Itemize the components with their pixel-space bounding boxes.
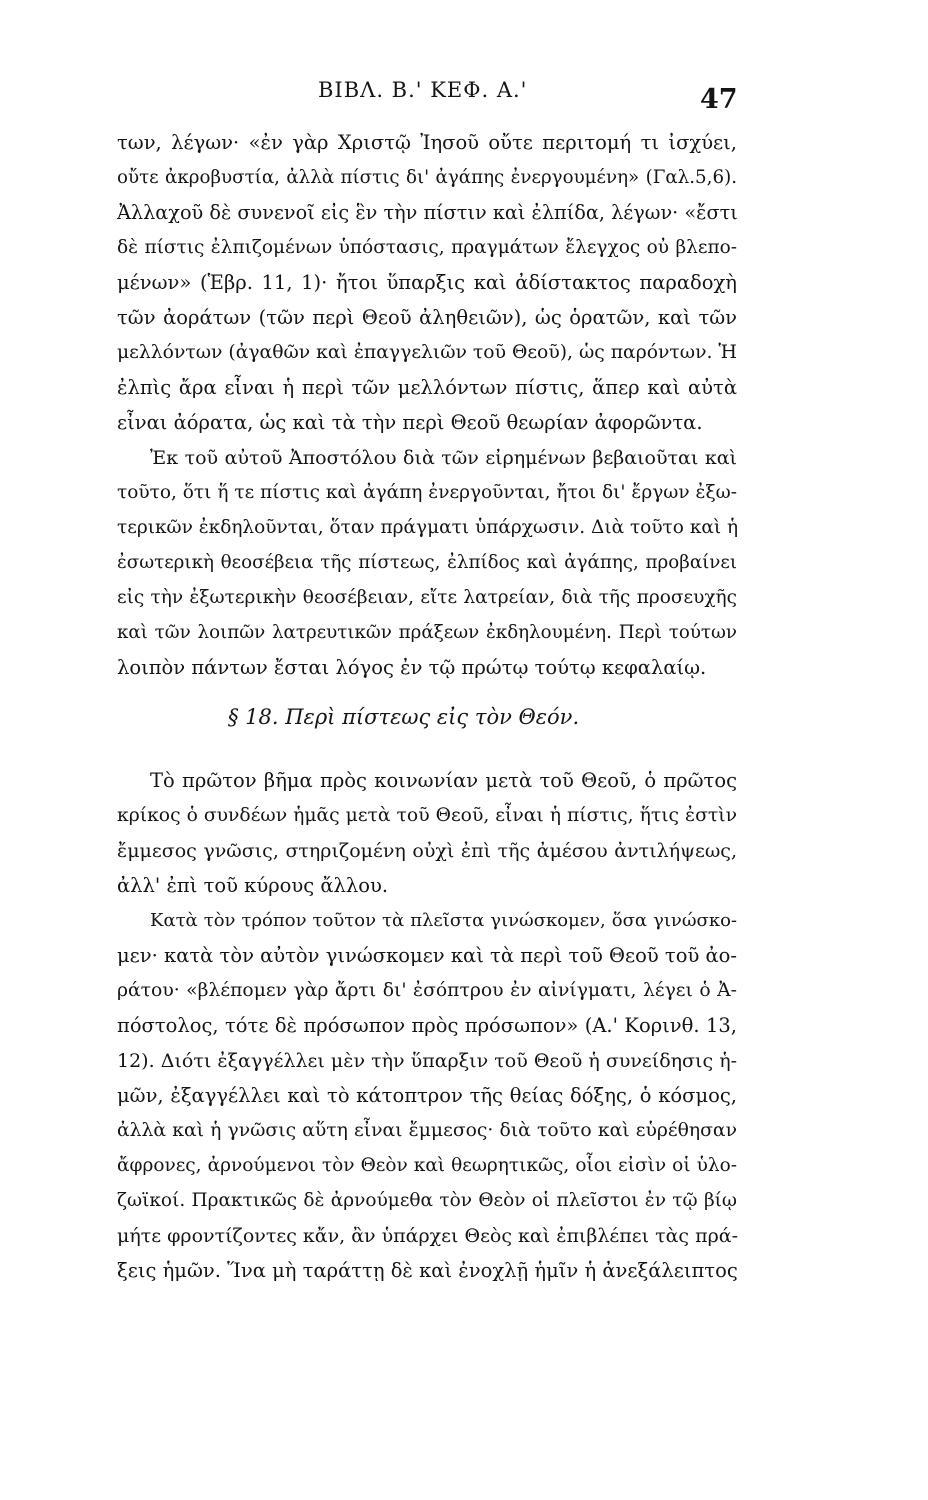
text-line: ζωϊκοί. Πρακτικῶς δὲ ἀρνούμεθα τὸν Θεὸν οἱ πλεῖστοι ἐν τῷ βίῳ — [117, 1190, 737, 1211]
text-line: των, λέγων· «ἐν γὰρ Χριστῷ Ἰησοῦ οὔτε περιτομή τι ἰσχύει, — [117, 131, 737, 154]
section-heading: § 18. Περὶ πίστεως εἰς τὸν Θεόν. — [228, 705, 580, 729]
text-line: μεν· κατὰ τὸν αὐτὸν γινώσκομεν καὶ τὰ περὶ τοῦ Θεοῦ τοῦ ἀο- — [117, 944, 737, 967]
running-head: BIBΛ. B.' KEΦ. A.' — [318, 78, 528, 102]
text-line: μήτε φροντίζοντες κἄν, ἂν ὑπάρχει Θεὸς καὶ ἐπιβλέπει τὰς πρά- — [117, 1225, 738, 1247]
text-line: ἐλπὶς ἄρα εἶναι ἡ περὶ τῶν μελλόντων πίστις, ἅπερ καὶ αὐτὰ — [117, 376, 737, 399]
text-line: Ἐκ τοῦ αὐτοῦ Ἀποστόλου διὰ τῶν εἰρημένων βεβαιοῦται καὶ — [150, 447, 737, 469]
text-line: μῶν, ἐξαγγέλλει καὶ τὸ κάτοπτρον τῆς θείας δόξης, ὁ κόσμος, — [117, 1084, 737, 1107]
text-line: πόστολος, τότε δὲ πρόσωπον πρὸς πρόσωπον» (A.' Κορινθ. 13, — [117, 1014, 737, 1037]
text-line: ξεις ἡμῶν. Ἵνα μὴ ταράττῃ δὲ καὶ ἐνοχλῇ ἡμῖν ἡ ἀνεξάλειπτος — [117, 1259, 738, 1282]
text-line: εἶναι ἀόρατα, ὡς καὶ τὰ τὴν περὶ Θεοῦ θεωρίαν ἀφορῶντα. — [117, 411, 703, 434]
text-line: ράτου· «βλέπομεν γὰρ ἄρτι δι' ἐσόπτρου ἐν αἰνίγματι, λέγει ὁ Ἀ- — [117, 980, 737, 1001]
text-line: δὲ πίστις ἐλπιζομένων ὑπόστασις, πραγμάτων ἔλεγχος οὐ βλεπο- — [117, 237, 737, 258]
text-line: μελλόντων (ἀγαθῶν καὶ ἐπαγγελιῶν τοῦ Θεοῦ), ὡς παρόντων. Ἡ — [117, 342, 737, 363]
text-line: κρίκος ὁ συνδέων ἡμᾶς μετὰ τοῦ Θεοῦ, εἶναι ἡ πίστις, ἥτις ἐστὶν — [117, 805, 737, 826]
text-line: λοιπὸν πάντων ἔσται λόγος ἐν τῷ πρώτῳ τούτῳ κεφαλαίῳ. — [117, 656, 707, 679]
text-line: τοῦτο, ὅτι ἥ τε πίστις καὶ ἀγάπη ἐνεργοῦνται, ἤτοι δι' ἔργων ἐξω- — [117, 482, 737, 503]
text-line: εἰς τὴν ἐξωτερικὴν θεοσέβειαν, εἴτε λατρείαν, διὰ τῆς προσευχῆς — [117, 587, 737, 608]
page-number: 47 — [700, 84, 738, 115]
text-line: ἐσωτερικὴ θεοσέβεια τῆς πίστεως, ἐλπίδος καὶ ἀγάπης, προβαίνει — [117, 552, 737, 573]
text-line: Τὸ πρῶτον βῆμα πρὸς κοινωνίαν μετὰ τοῦ Θεοῦ, ὁ πρῶτος — [150, 769, 737, 792]
text-line: ἄφρονες, ἀρνούμενοι τὸν Θεὸν καὶ θεωρητικῶς, οἷοι εἰσὶν οἱ ὑλο- — [117, 1155, 737, 1176]
text-line: καὶ τῶν λοιπῶν λατρευτικῶν πράξεων ἐκδηλουμένη. Περὶ τούτων — [117, 622, 737, 643]
text-line: τερικῶν ἐκδηλοῦνται, ὅταν πράγματι ὑπάρχωσιν. Διὰ τοῦτο καὶ ἡ — [117, 517, 739, 538]
text-line: Ἀλλαχοῦ δὲ συνενοῖ εἰς ἓν τὴν πίστιν καὶ ἐλπίδα, λέγων· «ἔστι — [117, 201, 738, 224]
text-line: οὔτε ἀκροβυστία, ἀλλὰ πίστις δι' ἀγάπης ἐνεργουμένη» (Γαλ.5,6). — [117, 167, 737, 188]
text-line: ἀλλ' ἐπὶ τοῦ κύρους ἄλλου. — [117, 874, 389, 897]
text-line: μένων» (Ἑβρ. 11, 1)· ἤτοι ὕπαρξις καὶ ἀδίστακτος παραδοχὴ — [117, 271, 737, 294]
text-line: Κατὰ τὸν τρόπον τοῦτον τὰ πλεῖστα γινώσκομεν, ὅσα γινώσκο- — [150, 910, 737, 931]
text-line: ἀλλὰ καὶ ἡ γνῶσις αὕτη εἶναι ἔμμεσος· διὰ τοῦτο καὶ εὑρέθησαν — [117, 1120, 737, 1141]
text-line: ἔμμεσος γνῶσις, στηριζομένη οὐχὶ ἐπὶ τῆς ἀμέσου ἀντιλήψεως, — [117, 840, 737, 862]
text-line: 12). Διότι ἐξαγγέλλει μὲν τὴν ὕπαρξιν τοῦ Θεοῦ ἡ συνείδησις ἡ- — [117, 1050, 737, 1072]
text-line: τῶν ἀοράτων (τῶν περὶ Θεοῦ ἀληθειῶν), ὡς ὁρατῶν, καὶ τῶν — [117, 306, 737, 329]
